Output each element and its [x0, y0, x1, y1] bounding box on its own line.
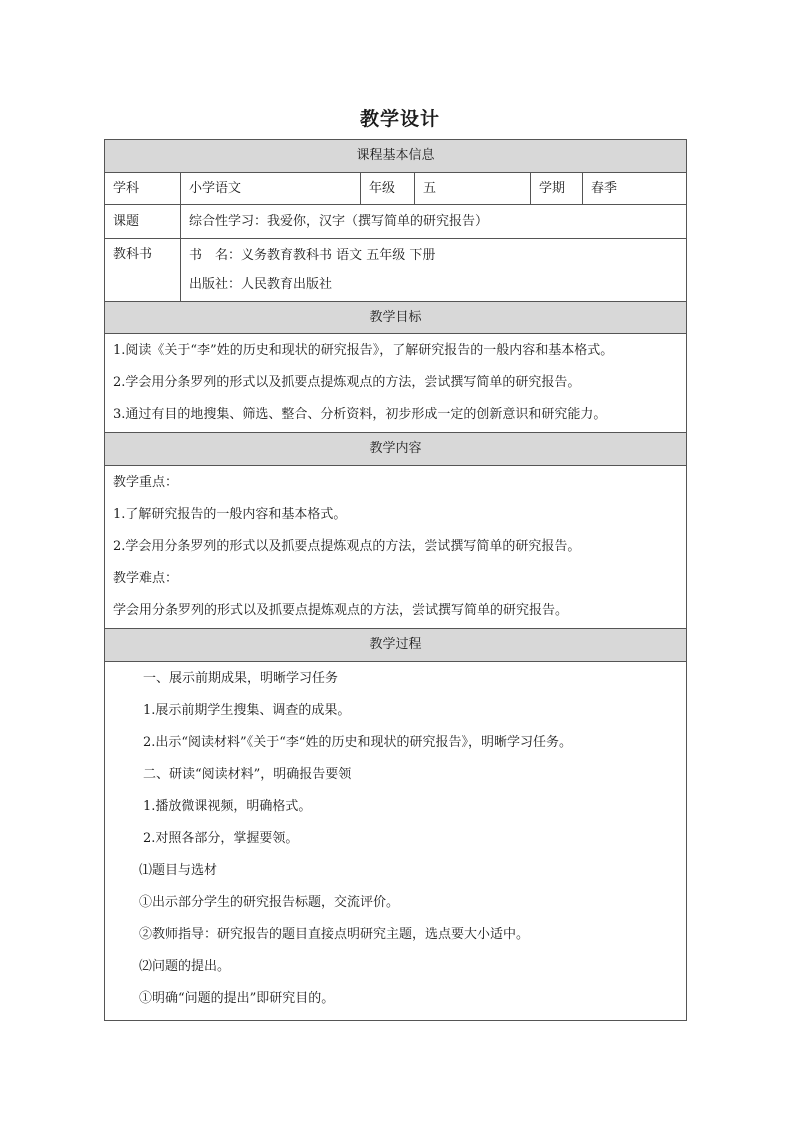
- key-points-label: 教学重点：: [113, 475, 179, 491]
- process-section-heading: 二、研读“阅读材料”，明确报告要领: [143, 767, 352, 783]
- process-step: 1.播放微课视频，明确格式。: [143, 799, 312, 815]
- process-header: 教学过程: [105, 629, 687, 662]
- content-header: 教学内容: [105, 433, 687, 466]
- lesson-plan-table: [104, 139, 687, 1021]
- subject-label: 学科: [105, 173, 181, 205]
- textbook-title-line: 书 名：义务教育教科书 语文 五年级 下册: [189, 247, 436, 263]
- textbook-label: 教科书: [105, 239, 181, 302]
- process-section-heading: 一、展示前期成果，明晰学习任务: [143, 671, 339, 687]
- page-title: 教学设计: [359, 108, 440, 130]
- objective-item: 1.阅读《关于“李”姓的历史和现状的研究报告》，了解研究报告的一般内容和基本格式。: [113, 343, 614, 359]
- content-body: [105, 466, 687, 629]
- subject-row: [105, 173, 687, 205]
- grade-label: 年级: [361, 173, 415, 205]
- topic-label: 课题: [105, 205, 181, 239]
- objectives-header-row: [105, 302, 687, 334]
- process-body: [105, 662, 687, 1021]
- objectives-body-row: [105, 334, 687, 433]
- key-point-item: 1.了解研究报告的一般内容和基本格式。: [113, 507, 347, 523]
- basic-info-header-row: [105, 140, 687, 173]
- textbook-row: [105, 239, 687, 302]
- process-body-row: [105, 662, 687, 1021]
- objectives-body: [105, 334, 687, 433]
- content-header-row: [105, 433, 687, 466]
- textbook-value: [181, 239, 687, 302]
- process-step: ②教师指导：研究报告的题目直接点明研究主题，选点要大小适中。: [139, 927, 530, 943]
- process-step: ①出示部分学生的研究报告标题，交流评价。: [139, 895, 400, 911]
- key-point-item: 2.学会用分条罗列的形式以及抓要点提炼观点的方法，尝试撰写简单的研究报告。: [113, 539, 581, 555]
- objectives-header: 教学目标: [105, 302, 687, 334]
- topic-value: 综合性学习：我爱你，汉字（撰写简单的研究报告）: [181, 205, 687, 239]
- objective-item: 2.学会用分条罗列的形式以及抓要点提炼观点的方法，尝试撰写简单的研究报告。: [113, 375, 581, 391]
- topic-row: [105, 205, 687, 239]
- term-value: 春季: [583, 173, 687, 205]
- process-subheading: ⑵问题的提出。: [139, 959, 231, 975]
- process-step: 2.对照各部分，掌握要领。: [143, 831, 299, 847]
- difficulty-label: 教学难点：: [113, 571, 179, 587]
- grade-value: 五: [415, 173, 531, 205]
- content-body-row: [105, 466, 687, 629]
- process-step: ①明确“问题的提出”即研究目的。: [139, 991, 335, 1007]
- process-step: 1.展示前期学生搜集、调查的成果。: [143, 703, 351, 719]
- basic-info-header: 课程基本信息: [105, 140, 687, 173]
- term-label: 学期: [531, 173, 583, 205]
- process-step: 2.出示“阅读材料”《关于“李“姓的历史和现状的研究报告》，明晰学习任务。: [143, 735, 572, 751]
- difficulty-text: 学会用分条罗列的形式以及抓要点提炼观点的方法，尝试撰写简单的研究报告。: [113, 603, 569, 619]
- subject-value: 小学语文: [181, 173, 361, 205]
- textbook-publisher-line: 出版社：人民教育出版社: [189, 276, 333, 292]
- objective-item: 3.通过有目的地搜集、筛选、整合、分析资料，初步形成一定的创新意识和研究能力。: [113, 407, 607, 423]
- process-subheading: ⑴题目与选材: [139, 863, 218, 879]
- process-header-row: [105, 629, 687, 662]
